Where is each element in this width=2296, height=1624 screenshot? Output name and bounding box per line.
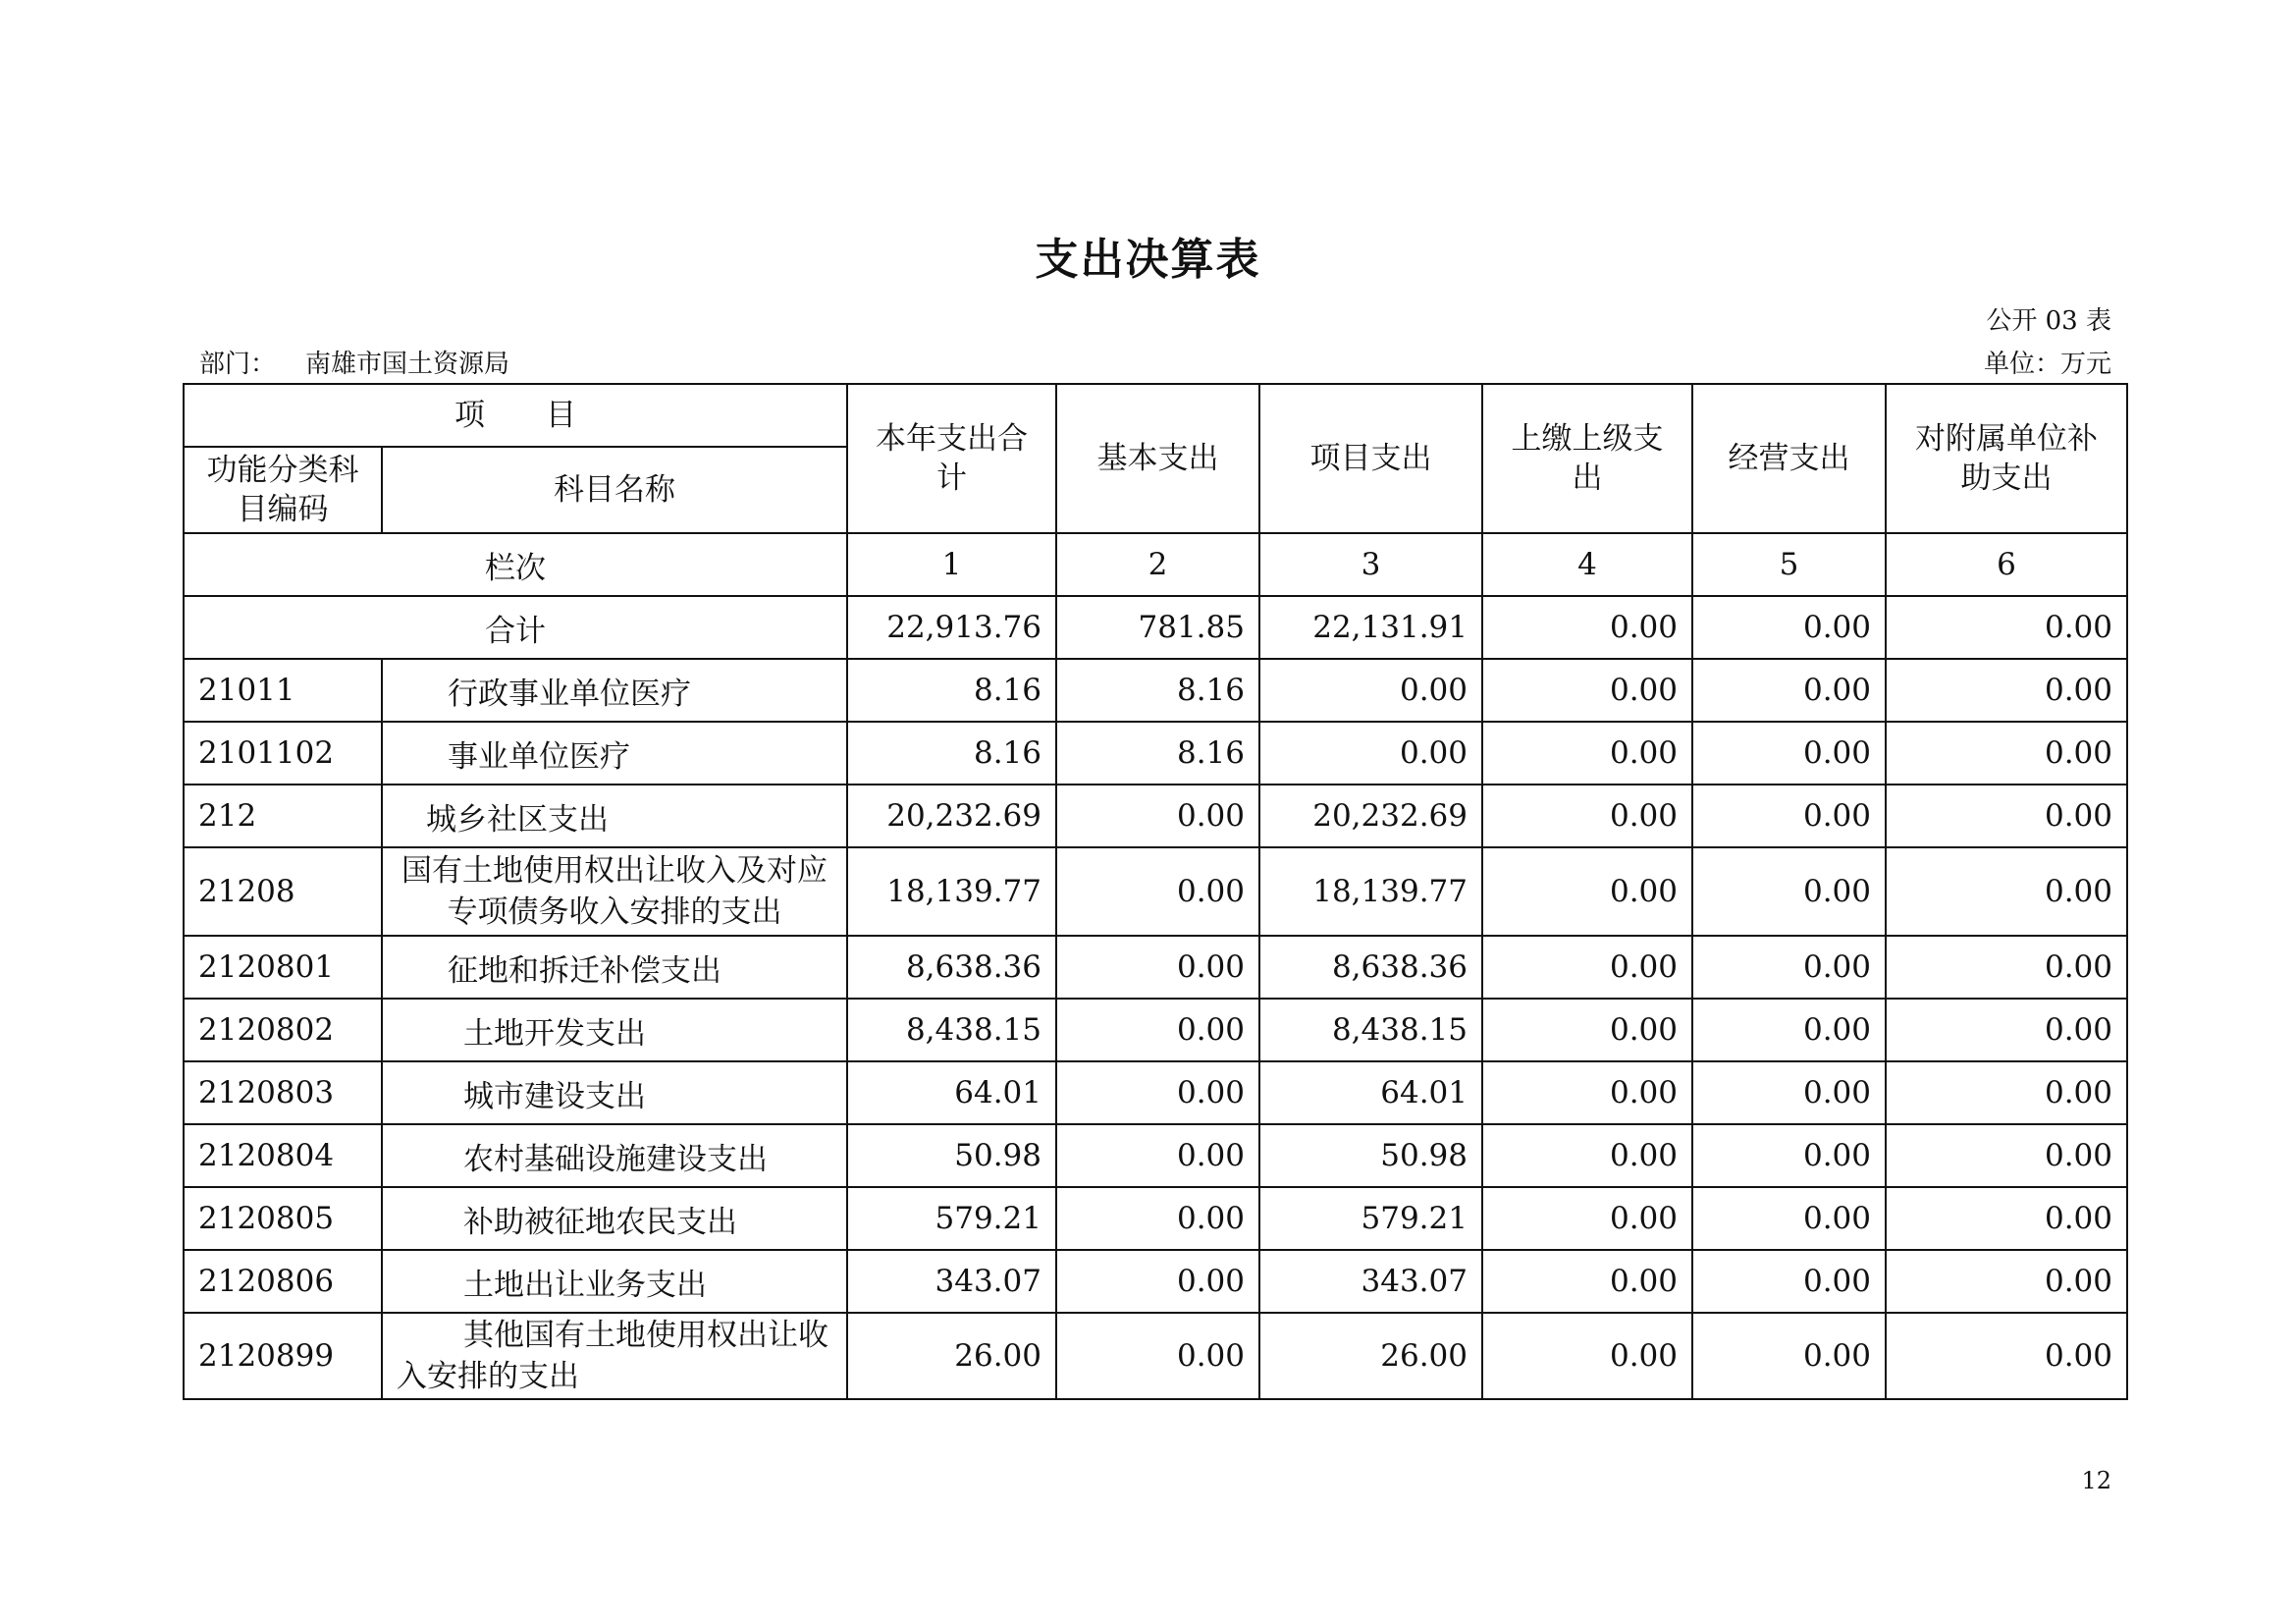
row-value-3: 18,139.77 xyxy=(1259,847,1482,936)
header-col5: 经营支出 xyxy=(1692,384,1886,533)
row-value-4: 0.00 xyxy=(1482,785,1692,847)
row-value-3: 20,232.69 xyxy=(1259,785,1482,847)
row-name: 城市建设支出 xyxy=(382,1061,847,1124)
row-value-5: 0.00 xyxy=(1692,1313,1886,1399)
row-value-1: 579.21 xyxy=(847,1187,1056,1250)
total-value-3: 22,131.91 xyxy=(1259,596,1482,659)
row-value-5: 0.00 xyxy=(1692,1250,1886,1313)
row-value-2: 0.00 xyxy=(1056,1124,1259,1187)
row-code: 212 xyxy=(184,785,382,847)
page-number: 12 xyxy=(2081,1467,2111,1494)
row-value-6: 0.00 xyxy=(1886,785,2127,847)
row-value-4: 0.00 xyxy=(1482,1061,1692,1124)
row-value-5: 0.00 xyxy=(1692,1124,1886,1187)
row-value-3: 579.21 xyxy=(1259,1187,1482,1250)
row-value-6: 0.00 xyxy=(1886,1061,2127,1124)
row-value-4: 0.00 xyxy=(1482,1313,1692,1399)
total-value-4: 0.00 xyxy=(1482,596,1692,659)
row-code: 2101102 xyxy=(184,722,382,785)
row-value-5: 0.00 xyxy=(1692,785,1886,847)
column-index-4: 4 xyxy=(1482,533,1692,596)
row-value-1: 50.98 xyxy=(847,1124,1056,1187)
header-col2: 基本支出 xyxy=(1056,384,1259,533)
row-name: 事业单位医疗 xyxy=(382,722,847,785)
form-number: 公开 03 表 xyxy=(1986,306,2111,336)
row-value-2: 0.00 xyxy=(1056,936,1259,999)
table-row xyxy=(184,1313,2127,1399)
row-value-1: 8.16 xyxy=(847,659,1056,722)
column-index-5: 5 xyxy=(1692,533,1886,596)
row-code: 2120899 xyxy=(184,1313,382,1399)
row-value-6: 0.00 xyxy=(1886,1313,2127,1399)
table-row xyxy=(184,659,2127,722)
table-row xyxy=(184,1124,2127,1187)
row-value-1: 8.16 xyxy=(847,722,1056,785)
header-item: 项 目 xyxy=(184,384,847,447)
table-row xyxy=(184,1250,2127,1313)
row-value-6: 0.00 xyxy=(1886,1250,2127,1313)
total-value-1: 22,913.76 xyxy=(847,596,1056,659)
department-name: 南雄市国土资源局 xyxy=(305,350,510,379)
column-index-3: 3 xyxy=(1259,533,1482,596)
row-value-4: 0.00 xyxy=(1482,999,1692,1061)
table-row xyxy=(184,722,2127,785)
row-value-4: 0.00 xyxy=(1482,847,1692,936)
row-value-6: 0.00 xyxy=(1886,1124,2127,1187)
header-name: 科目名称 xyxy=(382,447,847,533)
total-value-5: 0.00 xyxy=(1692,596,1886,659)
row-value-3: 26.00 xyxy=(1259,1313,1482,1399)
total-label: 合计 xyxy=(184,596,847,659)
unit-label: 单位：万元 xyxy=(1983,350,2111,379)
row-value-1: 8,438.15 xyxy=(847,999,1056,1061)
row-value-5: 0.00 xyxy=(1692,722,1886,785)
row-code: 2120801 xyxy=(184,936,382,999)
row-name: 土地开发支出 xyxy=(382,999,847,1061)
row-name: 行政事业单位医疗 xyxy=(382,659,847,722)
row-value-3: 50.98 xyxy=(1259,1124,1482,1187)
row-value-5: 0.00 xyxy=(1692,936,1886,999)
table-row xyxy=(184,1061,2127,1124)
table-row xyxy=(184,785,2127,847)
row-value-2: 8.16 xyxy=(1056,722,1259,785)
row-value-3: 0.00 xyxy=(1259,659,1482,722)
column-index-label: 栏次 xyxy=(184,533,847,596)
row-value-5: 0.00 xyxy=(1692,999,1886,1061)
row-code: 2120806 xyxy=(184,1250,382,1313)
header-col1: 本年支出合计 xyxy=(847,384,1056,533)
row-value-5: 0.00 xyxy=(1692,1187,1886,1250)
row-value-1: 343.07 xyxy=(847,1250,1056,1313)
row-value-2: 0.00 xyxy=(1056,1250,1259,1313)
row-value-5: 0.00 xyxy=(1692,1061,1886,1124)
total-value-6: 0.00 xyxy=(1886,596,2127,659)
row-code: 2120803 xyxy=(184,1061,382,1124)
row-value-6: 0.00 xyxy=(1886,936,2127,999)
table-row xyxy=(184,1187,2127,1250)
row-name: 农村基础设施建设支出 xyxy=(382,1124,847,1187)
row-value-1: 8,638.36 xyxy=(847,936,1056,999)
row-value-2: 0.00 xyxy=(1056,847,1259,936)
row-code: 2120805 xyxy=(184,1187,382,1250)
row-value-4: 0.00 xyxy=(1482,1250,1692,1313)
row-value-6: 0.00 xyxy=(1886,722,2127,785)
page-title: 支出决算表 xyxy=(1035,235,1261,285)
row-value-6: 0.00 xyxy=(1886,847,2127,936)
header-code: 功能分类科目编码 xyxy=(184,447,382,533)
column-index-2: 2 xyxy=(1056,533,1259,596)
row-value-2: 0.00 xyxy=(1056,1061,1259,1124)
row-value-1: 26.00 xyxy=(847,1313,1056,1399)
row-value-3: 0.00 xyxy=(1259,722,1482,785)
row-value-6: 0.00 xyxy=(1886,659,2127,722)
row-code: 21011 xyxy=(184,659,382,722)
row-value-6: 0.00 xyxy=(1886,1187,2127,1250)
row-value-3: 64.01 xyxy=(1259,1061,1482,1124)
row-value-2: 0.00 xyxy=(1056,785,1259,847)
row-value-4: 0.00 xyxy=(1482,659,1692,722)
row-name: 城乡社区支出 xyxy=(382,785,847,847)
table-row xyxy=(184,936,2127,999)
department xyxy=(199,344,509,380)
row-value-3: 343.07 xyxy=(1259,1250,1482,1313)
row-value-2: 0.00 xyxy=(1056,1187,1259,1250)
row-value-3: 8,438.15 xyxy=(1259,999,1482,1061)
row-value-4: 0.00 xyxy=(1482,1124,1692,1187)
expenditure-table xyxy=(183,383,2128,1400)
row-name: 土地出让业务支出 xyxy=(382,1250,847,1313)
row-value-5: 0.00 xyxy=(1692,659,1886,722)
row-value-4: 0.00 xyxy=(1482,722,1692,785)
row-name: 征地和拆迁补偿支出 xyxy=(382,936,847,999)
header-col6: 对附属单位补助支出 xyxy=(1886,384,2127,533)
table-row xyxy=(184,999,2127,1061)
header-col3: 项目支出 xyxy=(1259,384,1482,533)
total-row xyxy=(184,596,2127,659)
column-index-1: 1 xyxy=(847,533,1056,596)
row-name: 其他国有土地使用权出让收入安排的支出 xyxy=(382,1313,847,1399)
total-value-2: 781.85 xyxy=(1056,596,1259,659)
header-row-1 xyxy=(184,384,2127,447)
row-value-2: 0.00 xyxy=(1056,1313,1259,1399)
row-value-1: 20,232.69 xyxy=(847,785,1056,847)
row-name: 国有土地使用权出让收入及对应专项债务收入安排的支出 xyxy=(382,847,847,936)
row-code: 2120802 xyxy=(184,999,382,1061)
row-code: 21208 xyxy=(184,847,382,936)
row-value-1: 18,139.77 xyxy=(847,847,1056,936)
row-value-6: 0.00 xyxy=(1886,999,2127,1061)
column-index-row xyxy=(184,533,2127,596)
department-label: 部门： xyxy=(199,350,277,379)
row-value-2: 8.16 xyxy=(1056,659,1259,722)
row-code: 2120804 xyxy=(184,1124,382,1187)
row-value-4: 0.00 xyxy=(1482,1187,1692,1250)
row-value-3: 8,638.36 xyxy=(1259,936,1482,999)
row-value-1: 64.01 xyxy=(847,1061,1056,1124)
row-value-2: 0.00 xyxy=(1056,999,1259,1061)
table-row xyxy=(184,847,2127,936)
row-value-4: 0.00 xyxy=(1482,936,1692,999)
row-value-5: 0.00 xyxy=(1692,847,1886,936)
row-name: 补助被征地农民支出 xyxy=(382,1187,847,1250)
column-index-6: 6 xyxy=(1886,533,2127,596)
header-col4: 上缴上级支出 xyxy=(1482,384,1692,533)
